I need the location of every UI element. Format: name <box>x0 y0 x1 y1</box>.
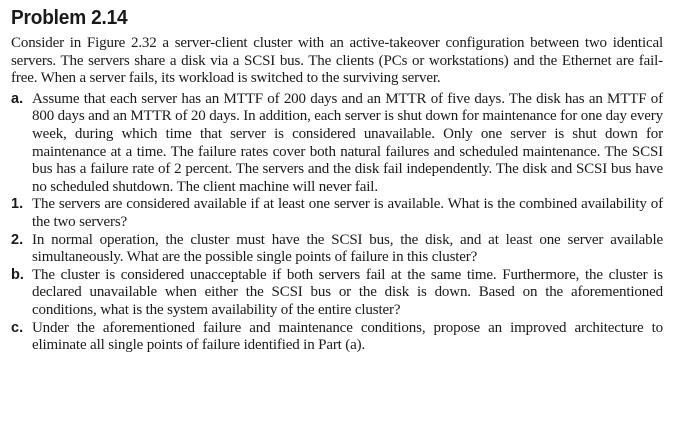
problem-item-c <box>11 320 663 355</box>
item-marker: c. <box>11 319 24 336</box>
problem-item-1 <box>11 196 663 231</box>
problem-item-2 <box>11 232 663 267</box>
item-marker: 2. <box>11 231 24 248</box>
problem-title: Problem 2.14 <box>11 6 128 29</box>
item-text: In normal operation, the cluster must have the SCSI bus, the disk, and at least one server available simultaneously. What are the possible single points of failure in this cluster? <box>32 231 663 266</box>
item-text: Under the aforementioned failure and maintenance conditions, propose an improved architecture to eliminate all single points of failure identified in Part (a). <box>32 319 663 354</box>
item-marker: 1. <box>11 196 24 213</box>
item-marker: a. <box>11 90 24 107</box>
item-text: The servers are considered available if at least one server is available. What is the combined availability of the two servers? <box>32 196 663 230</box>
problem-intro: Consider in Figure 2.32 a server-client cluster with an active-takeover configuration between two identical servers. The servers share a disk via a SCSI bus. The clients (PCs or workstations) and the Ethernet are fail-free. When a server fails, its workload is switched to the surviving server. <box>11 35 663 87</box>
item-text: The cluster is considered unacceptable if both servers fail at the same time. Furthermore, the cluster is declared unavailable when either the SCSI bus or the disk is down. Based on the aforementioned conditions, what is the system availability of the entire cluster? <box>32 266 663 318</box>
item-text: Assume that each server has an MTTF of 200 days and an MTTR of five days. The disk has an MTTF of 800 days and an MTTR of 20 days. In addition, each server is shut down for maintenance for one day every week, during which time that server is considered unavailable. Only one server is shut down for maintenance at a time. The failure rates cover both natural failures and scheduled maintenance. The SCSI bus has a failure rate of 2 percent. The servers and the disk fail independently. The disk and SCSI bus have no scheduled shutdown. The client machine will never fail. <box>32 90 663 195</box>
problem-item-b <box>11 267 663 320</box>
item-marker: b. <box>11 266 24 283</box>
problem-item-a <box>11 91 663 197</box>
